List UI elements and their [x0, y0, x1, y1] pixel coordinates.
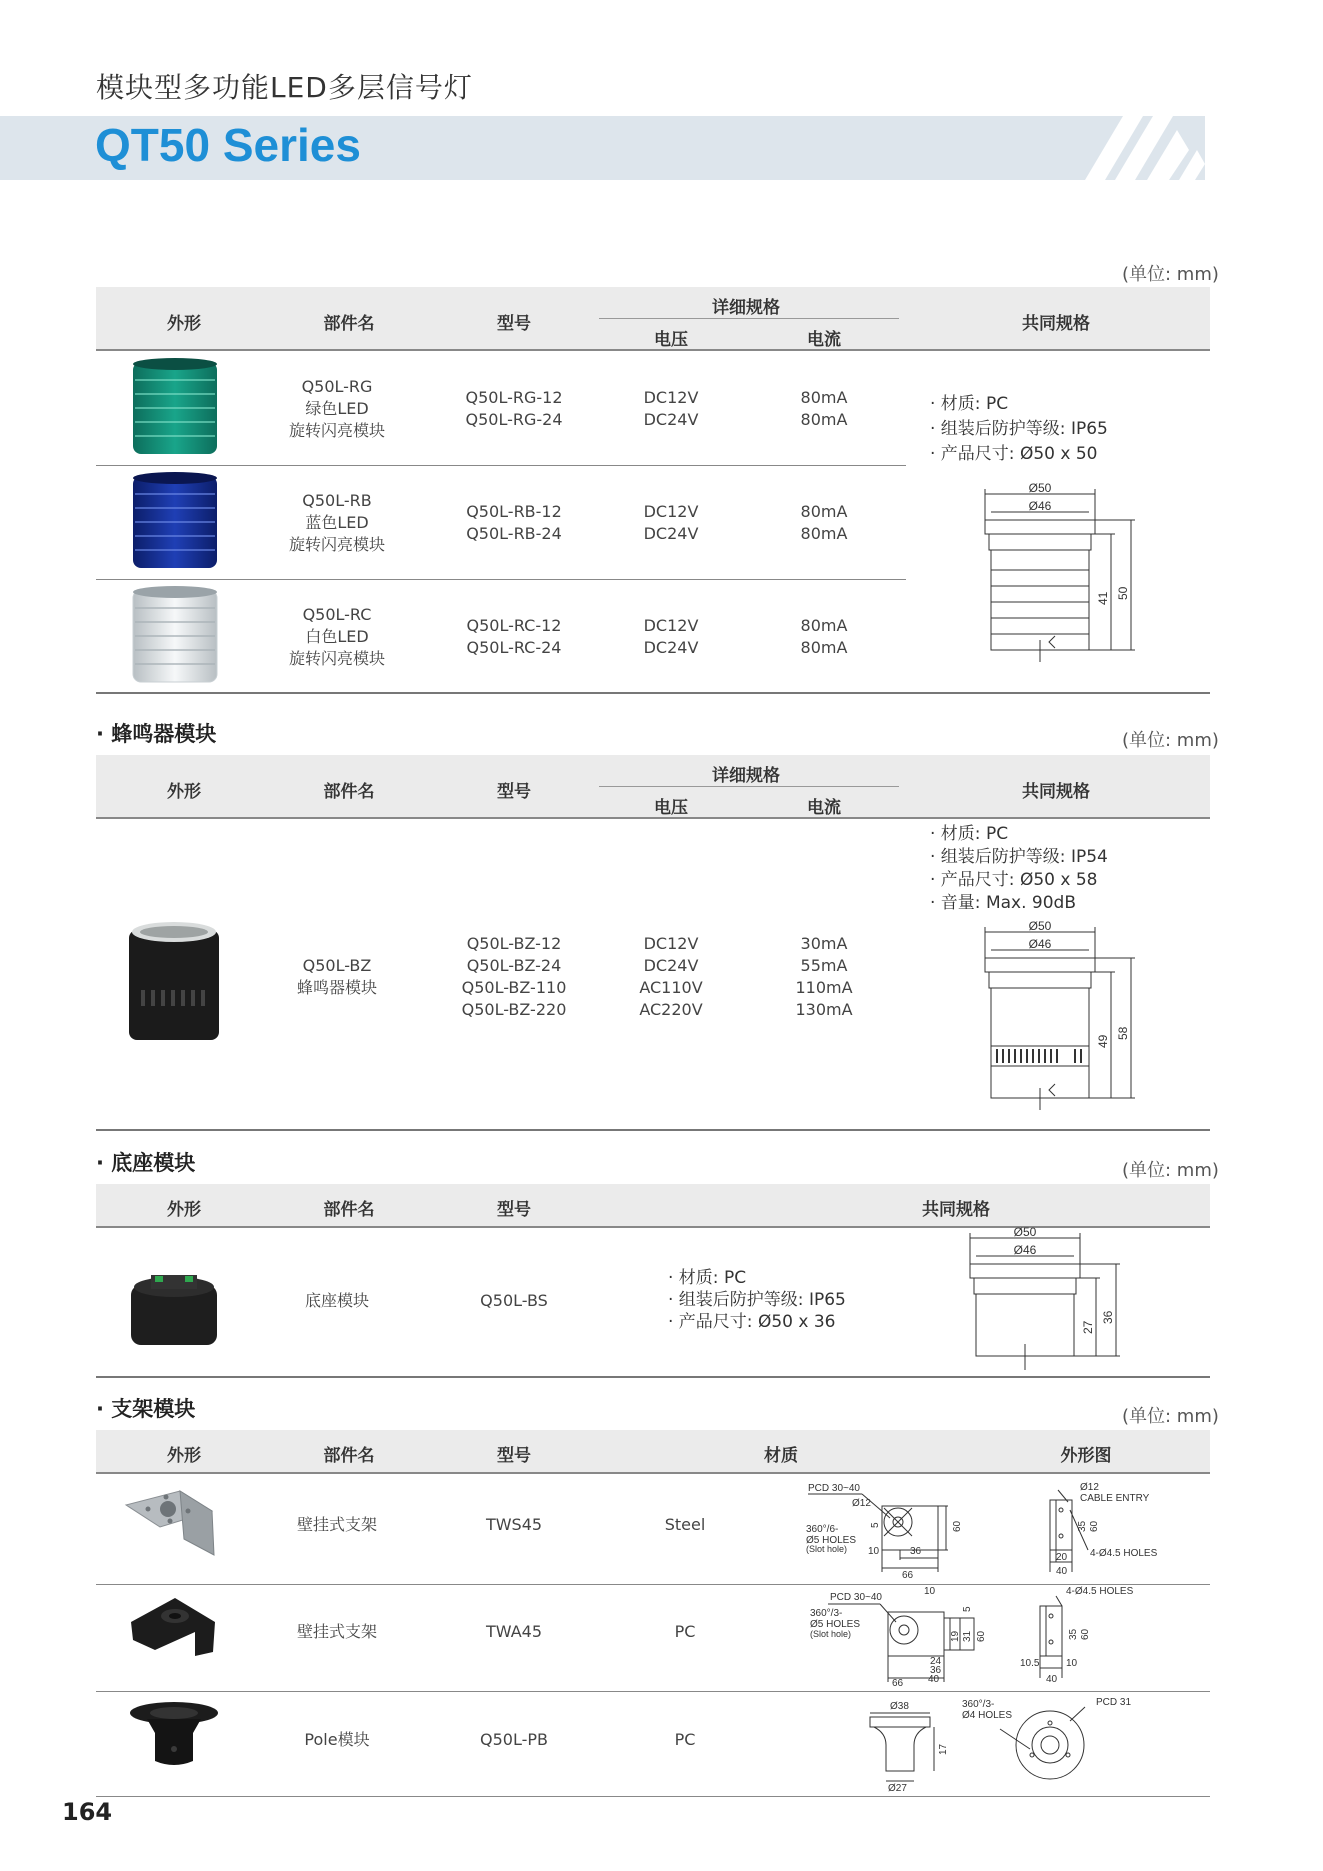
spec-line: · 材质: PC — [930, 824, 1009, 844]
dim-label: 360°/6- — [806, 1524, 839, 1535]
dim-label: CABLE ENTRY — [1080, 1493, 1150, 1504]
dim-label: 60 — [1080, 1628, 1091, 1640]
base-section-title: · 底座模块 — [96, 1151, 196, 1175]
dim-label: 40 — [1056, 1566, 1068, 1577]
row-divider — [96, 1796, 1210, 1797]
dim-label: 36 — [910, 1546, 922, 1557]
dim-label: 60 — [976, 1630, 987, 1642]
voltage-value: DC24V — [643, 638, 699, 657]
dim-label: 4-Ø4.5 HOLES — [1066, 1586, 1134, 1597]
dim-label: 36 — [930, 1665, 942, 1676]
dim-label: Ø4 HOLES — [962, 1710, 1013, 1721]
spec-line: · 产品尺寸: Ø50 x 36 — [668, 1312, 836, 1332]
spec-line: · 组装后防护等级: IP65 — [930, 419, 1108, 439]
bracket-material: PC — [674, 1730, 696, 1749]
model-number: Q50L-BZ-24 — [466, 956, 562, 975]
part-name-line: 蓝色LED — [305, 513, 369, 532]
header-part-name: 部件名 — [323, 1446, 375, 1466]
part-name-line: 白色LED — [305, 627, 369, 646]
header-part-name: 部件名 — [323, 1200, 375, 1220]
header-stripes-graphic — [1085, 116, 1210, 180]
section-divider — [96, 692, 1210, 694]
header-appearance: 外形 — [167, 1200, 201, 1220]
model-number: Q50L-RB-12 — [466, 502, 562, 521]
dim-label: Ø12 — [852, 1498, 871, 1509]
dim-height-2: 50 — [1116, 586, 1130, 600]
unit-label: (单位: mm) — [1122, 1406, 1219, 1427]
dim-label: 17 — [938, 1743, 949, 1755]
current-value: 130mA — [795, 1000, 853, 1019]
header-drawing: 外形图 — [1060, 1446, 1112, 1466]
dim-height-2: 58 — [1116, 1026, 1130, 1040]
header-appearance: 外形 — [167, 782, 201, 802]
voltage-value: AC110V — [639, 978, 703, 997]
dim-label: Ø5 HOLES — [810, 1619, 861, 1630]
header-voltage: 电压 — [654, 798, 688, 818]
dim-label: Ø38 — [890, 1701, 909, 1712]
row-divider — [96, 1691, 1210, 1692]
voltage-value: DC12V — [643, 502, 699, 521]
dim-label: 10.5 — [1020, 1658, 1040, 1669]
part-name-line: Q50L-BZ — [302, 956, 372, 975]
dim-inner-diameter: Ø46 — [1013, 1243, 1037, 1257]
steel-wall-bracket-image — [120, 1485, 220, 1559]
buzzer-module-image — [125, 918, 223, 1044]
header-voltage: 电压 — [654, 330, 688, 350]
part-name-line: 旋转闪亮模块 — [288, 649, 385, 668]
dim-label: Ø27 — [888, 1783, 907, 1793]
base-table-header — [96, 1184, 1210, 1228]
model-number: Q50L-BZ-110 — [461, 978, 567, 997]
dim-label: 66 — [892, 1678, 904, 1686]
dim-label: 60 — [1089, 1520, 1100, 1532]
current-value: 55mA — [800, 956, 848, 975]
dim-label: 40 — [1046, 1674, 1058, 1685]
spec-line: · 材质: PC — [668, 1268, 747, 1288]
row-divider — [96, 579, 906, 580]
unit-label: (单位: mm) — [1122, 1160, 1219, 1181]
dim-label: 360°/3- — [962, 1699, 995, 1710]
dim-label: 10 — [924, 1586, 936, 1597]
dim-label: 5 — [962, 1606, 973, 1612]
dim-label: 10 — [868, 1546, 880, 1557]
led-table-header — [96, 287, 1210, 351]
dim-label: 360°/3- — [810, 1608, 843, 1619]
blue-led-module-image — [129, 470, 221, 574]
dim-inner-diameter: Ø46 — [1028, 937, 1052, 951]
current-value: 80mA — [800, 502, 848, 521]
dim-label: (Slot hole) — [806, 1544, 848, 1554]
header-common-spec: 共同规格 — [1022, 314, 1090, 334]
model-number: Q50L-BZ-220 — [461, 1000, 567, 1019]
section-divider — [96, 1376, 1210, 1378]
dim-height-1: 27 — [1081, 1320, 1095, 1334]
dim-label: (Slot hole) — [810, 1629, 852, 1639]
catalog-subtitle: 模块型多功能LED多层信号灯 — [96, 71, 473, 104]
dim-label: PCD 31 — [1096, 1697, 1132, 1708]
dim-label: 5 — [870, 1522, 881, 1528]
dim-label: 35 — [1077, 1520, 1088, 1532]
voltage-value: AC220V — [639, 1000, 703, 1019]
voltage-value: DC24V — [643, 956, 699, 975]
buzzer-table-header — [96, 755, 1210, 819]
dim-label: 24 — [930, 1656, 942, 1667]
buzzer-section-title: · 蜂鸣器模块 — [96, 722, 217, 746]
model-number: Q50L-BZ-12 — [466, 934, 562, 953]
bracket-part-name: Pole模块 — [304, 1730, 370, 1749]
buzzer-dimension-drawing — [975, 918, 1155, 1113]
spec-line: · 音量: Max. 90dB — [930, 893, 1076, 913]
dim-label: 19 — [950, 1630, 961, 1642]
header-part-name: 部件名 — [323, 782, 375, 802]
voltage-value: DC12V — [643, 616, 699, 635]
model-number: Q50L-RC-12 — [466, 616, 562, 635]
model-number: Q50L-RG-24 — [465, 410, 563, 429]
model-number: Q50L-RB-24 — [466, 524, 562, 543]
dim-label: 4-Ø4.5 HOLES — [1090, 1548, 1158, 1559]
bracket-model-number: TWS45 — [485, 1515, 543, 1534]
base-model-number: Q50L-BS — [480, 1291, 548, 1310]
spec-line: · 产品尺寸: Ø50 x 58 — [930, 870, 1098, 890]
header-divider — [599, 318, 899, 319]
voltage-value: DC24V — [643, 410, 699, 429]
header-model: 型号 — [497, 1446, 531, 1466]
unit-label: (单位: mm) — [1122, 264, 1219, 285]
bracket-material: PC — [674, 1622, 696, 1641]
header-common-spec: 共同规格 — [922, 1200, 990, 1220]
unit-label: (单位: mm) — [1122, 730, 1219, 751]
bracket-part-name: 壁挂式支架 — [296, 1622, 377, 1641]
dim-label: 20 — [1056, 1552, 1068, 1563]
voltage-value: DC24V — [643, 524, 699, 543]
row-divider — [96, 465, 906, 466]
voltage-value: DC12V — [643, 388, 699, 407]
dim-label: 60 — [952, 1520, 963, 1532]
dim-height-1: 49 — [1096, 1034, 1110, 1048]
bracket-section-title: · 支架模块 — [96, 1397, 196, 1421]
base-part-name: 底座模块 — [304, 1291, 369, 1310]
model-number: Q50L-RC-24 — [466, 638, 562, 657]
bracket-material: Steel — [664, 1515, 706, 1534]
pc-wall-bracket-image — [125, 1592, 223, 1662]
green-led-module-image — [129, 356, 221, 460]
current-value: 80mA — [800, 388, 848, 407]
spec-line: · 组装后防护等级: IP65 — [668, 1290, 846, 1310]
dim-label: 31 — [962, 1630, 973, 1642]
dim-outer-diameter: Ø50 — [1028, 919, 1052, 933]
current-value: 110mA — [795, 978, 853, 997]
tws45-dimension-drawing — [800, 1480, 1180, 1580]
header-detail-spec: 详细规格 — [712, 298, 780, 318]
header-model: 型号 — [497, 1200, 531, 1220]
base-module-image — [125, 1265, 223, 1349]
white-led-module-image — [129, 584, 221, 688]
dim-outer-diameter: Ø50 — [1013, 1225, 1037, 1239]
header-part-name: 部件名 — [323, 314, 375, 334]
header-material: 材质 — [764, 1446, 798, 1466]
dim-inner-diameter: Ø46 — [1028, 499, 1052, 513]
voltage-value: DC12V — [643, 934, 699, 953]
dim-height-1: 41 — [1096, 591, 1110, 605]
spec-line: · 材质: PC — [930, 394, 1009, 414]
current-value: 80mA — [800, 524, 848, 543]
led-rows — [96, 352, 906, 694]
page-number: 164 — [62, 1798, 113, 1826]
bracket-model-number: TWA45 — [485, 1622, 543, 1641]
current-value: 80mA — [800, 410, 848, 429]
header-current: 电流 — [807, 330, 841, 350]
header-common-spec: 共同规格 — [1022, 782, 1090, 802]
dim-label: 10 — [1066, 1658, 1078, 1669]
part-name-line: 绿色LED — [305, 399, 369, 418]
series-title: QT50 Series — [95, 119, 361, 171]
spec-line: · 产品尺寸: Ø50 x 50 — [930, 444, 1098, 464]
dim-outer-diameter: Ø50 — [1028, 481, 1052, 495]
dim-label: 66 — [902, 1570, 914, 1580]
dim-label: Ø12 — [1080, 1482, 1099, 1493]
base-dimension-drawing — [960, 1224, 1140, 1374]
twa45-dimension-drawing — [800, 1582, 1180, 1686]
section-divider — [96, 1129, 1210, 1131]
header-appearance: 外形 — [167, 1446, 201, 1466]
bracket-table-header — [96, 1430, 1210, 1474]
part-name-line: 旋转闪亮模块 — [288, 535, 385, 554]
dim-label: PCD 30~40 — [830, 1592, 882, 1603]
header-current: 电流 — [807, 798, 841, 818]
bracket-model-number: Q50L-PB — [480, 1730, 548, 1749]
dim-label: 35 — [1068, 1628, 1079, 1640]
part-name-line: 旋转闪亮模块 — [288, 421, 385, 440]
dim-label: Ø5 HOLES — [806, 1535, 857, 1546]
header-model: 型号 — [497, 782, 531, 802]
pole-module-dimension-drawing — [860, 1693, 1160, 1793]
bracket-part-name: 壁挂式支架 — [296, 1515, 377, 1534]
pole-module-image — [125, 1699, 223, 1769]
model-number: Q50L-RG-12 — [465, 388, 563, 407]
header-divider — [599, 786, 899, 787]
spec-line: · 组装后防护等级: IP54 — [930, 847, 1108, 867]
dim-label: 40 — [928, 1674, 940, 1685]
current-value: 80mA — [800, 616, 848, 635]
dim-label: PCD 30~40 — [808, 1483, 860, 1494]
header-detail-spec: 详细规格 — [712, 766, 780, 786]
dim-height-2: 36 — [1101, 1310, 1115, 1324]
current-value: 80mA — [800, 638, 848, 657]
header-appearance: 外形 — [167, 314, 201, 334]
current-value: 30mA — [800, 934, 848, 953]
part-name-line: Q50L-RG — [301, 377, 373, 396]
header-model: 型号 — [497, 314, 531, 334]
part-name-line: 蜂鸣器模块 — [296, 978, 377, 997]
part-name-line: Q50L-RC — [302, 605, 372, 624]
led-module-dimension-drawing — [975, 480, 1155, 665]
part-name-line: Q50L-RB — [302, 491, 372, 510]
